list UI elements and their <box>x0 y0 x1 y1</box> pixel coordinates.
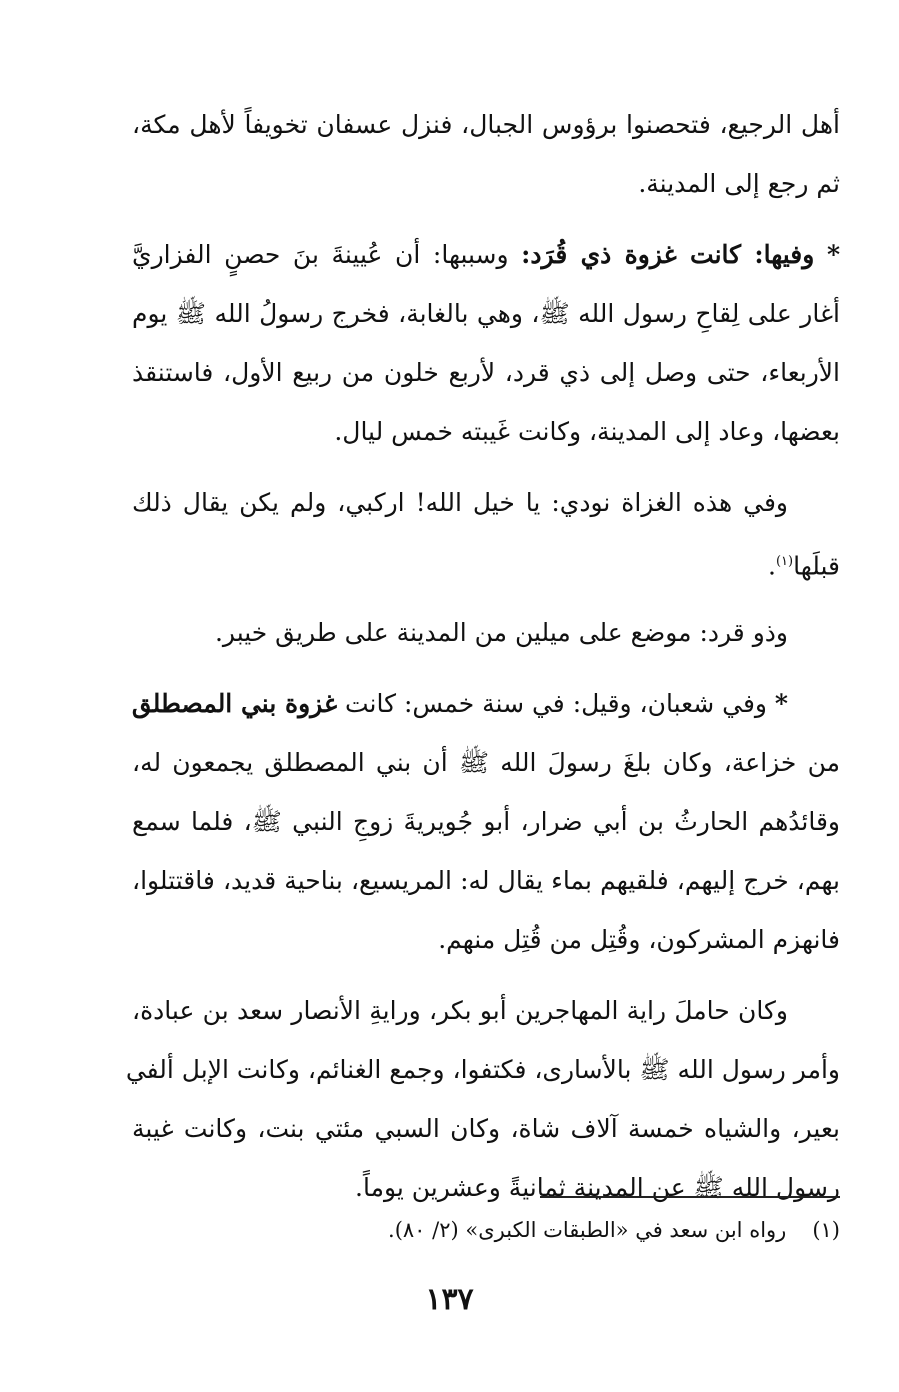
text-line: وقائدُهم الحارثُ بن أبي ضرار، أبو جُويريةَ زوجِ النبي ﷺ، فلما سمع <box>132 807 840 836</box>
page-number: ١٣٧ <box>425 1282 474 1317</box>
section-heading-line: * وفي شعبان، وقيل: في سنة خمس: كانت غزوة بني المصطلق <box>131 689 788 718</box>
footnote-reference: (١) <box>775 554 794 569</box>
main-text <box>125 95 841 1217</box>
section-heading: وفيها: كانت غزوة ذي قُرَد: <box>521 240 815 269</box>
text-line: وكان حاملَ راية المهاجرين أبو بكر، ورايةِ الأنصار سعد بن عبادة، <box>132 996 788 1025</box>
section-heading-line: * وفيها: كانت غزوة ذي قُرَد: وسببها: أن عُيينةَ بنَ حصنٍ الفزاريَّ <box>132 240 841 269</box>
text-line: الأربعاء، حتى وصل إلى ذي قرد، لأربع خلون من ربيع الأول، فاستنقذ <box>132 358 840 387</box>
text-line: قبلَها$^{(١)}$. <box>767 551 840 581</box>
footnote-number: (١) <box>812 1218 840 1242</box>
text-line: بعضها، وعاد إلى المدينة، وكانت غَيبته خمس ليال. <box>334 417 840 446</box>
text-line: أهل الرجيع، فتحصنوا برؤوس الجبال، فنزل عسفان تخويفاً لأهل مكة، <box>132 110 840 139</box>
text-line: وأمر رسول الله ﷺ بالأسارى، فكتفوا، وجمع الغنائم، وكانت الإبل ألفي <box>125 1055 840 1084</box>
section-star-marker: * <box>826 240 841 269</box>
text-line: فانهزم المشركون، وقُتِل من قُتِل منهم. <box>438 925 840 954</box>
text-line: رسول الله ﷺ عن المدينة ثمانيةً وعشرين يوماً. <box>355 1173 840 1202</box>
section-heading: غزوة بني المصطلق <box>131 689 338 718</box>
text-line: بعير، والشياه خمسة آلاف شاة، وكان السبي مئتي بنت، وكانت غيبة <box>132 1114 840 1143</box>
text-line: ثم رجع إلى المدينة. <box>638 169 840 198</box>
section-star-marker: * <box>774 689 788 718</box>
footnote-divider <box>540 1196 840 1198</box>
text-line: وفي هذه الغزاة نودي: يا خيل الله! اركبي، ولم يكن يقال ذلك <box>132 488 788 517</box>
text-line: بهم، خرج إليهم، فلقيهم بماء يقال له: المريسيع، بناحية قديد، فاقتتلوا، <box>132 866 840 895</box>
text-line: أغار على لِقاحِ رسول الله ﷺ، وهي بالغابة، فخرج رسولُ الله ﷺ يوم <box>132 299 840 328</box>
footnote <box>300 1212 840 1248</box>
footnote-text: رواه ابن سعد في «الطبقات الكبرى» (٢/ ٨٠). <box>388 1218 787 1242</box>
text-line: وذو قرد: موضع على ميلين من المدينة على طريق خيبر. <box>214 618 788 647</box>
text-line: من خزاعة، وكان بلغَ رسولَ الله ﷺ أن بني المصطلق يجمعون له، <box>132 748 840 777</box>
